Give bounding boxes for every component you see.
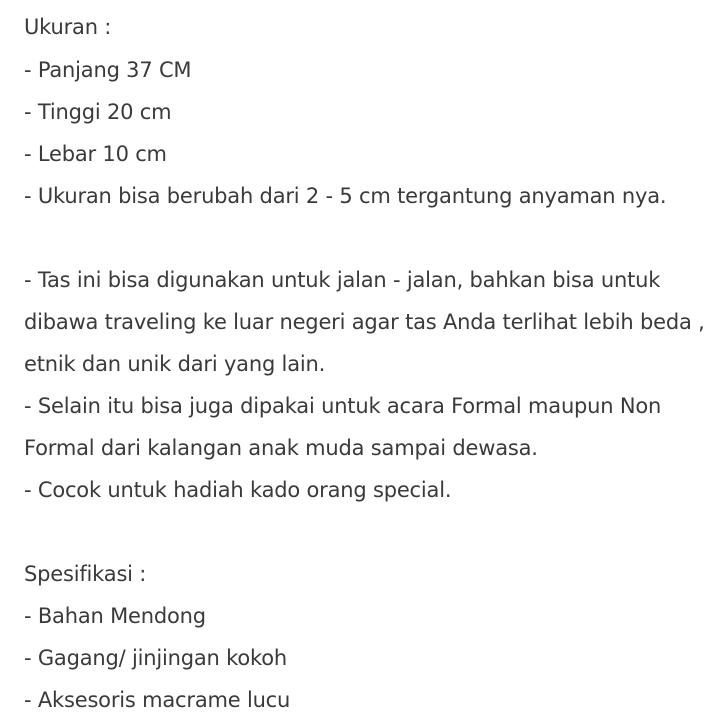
- gift-line: - Cocok untuk hadiah kado orang special.: [24, 478, 452, 502]
- size-width: - Lebar 10 cm: [24, 142, 167, 166]
- spec-accessory: - Aksesoris macrame lucu: [24, 688, 291, 712]
- spec-heading: Spesifikasi :: [24, 562, 147, 586]
- spec-handle: - Gagang/ jinjingan kokoh: [24, 646, 287, 670]
- formal-line-2: Formal dari kalangan anak muda sampai dewasa.: [24, 436, 538, 460]
- size-length: - Panjang 37 CM: [24, 58, 192, 82]
- size-heading: Ukuran :: [24, 15, 112, 39]
- size-height: - Tinggi 20 cm: [24, 100, 172, 124]
- usage-line-1: - Tas ini bisa digunakan untuk jalan - jalan, bahkan bisa untuk: [24, 268, 661, 292]
- spec-material: - Bahan Mendong: [24, 604, 206, 628]
- formal-line-1: - Selain itu bisa juga dipakai untuk acara Formal maupun Non: [24, 394, 662, 418]
- usage-line-2: dibawa traveling ke luar negeri agar tas Anda terlihat lebih beda ,: [24, 310, 705, 334]
- usage-line-3: etnik dan unik dari yang lain.: [24, 352, 326, 376]
- size-note: - Ukuran bisa berubah dari 2 - 5 cm tergantung anyaman nya.: [24, 184, 667, 208]
